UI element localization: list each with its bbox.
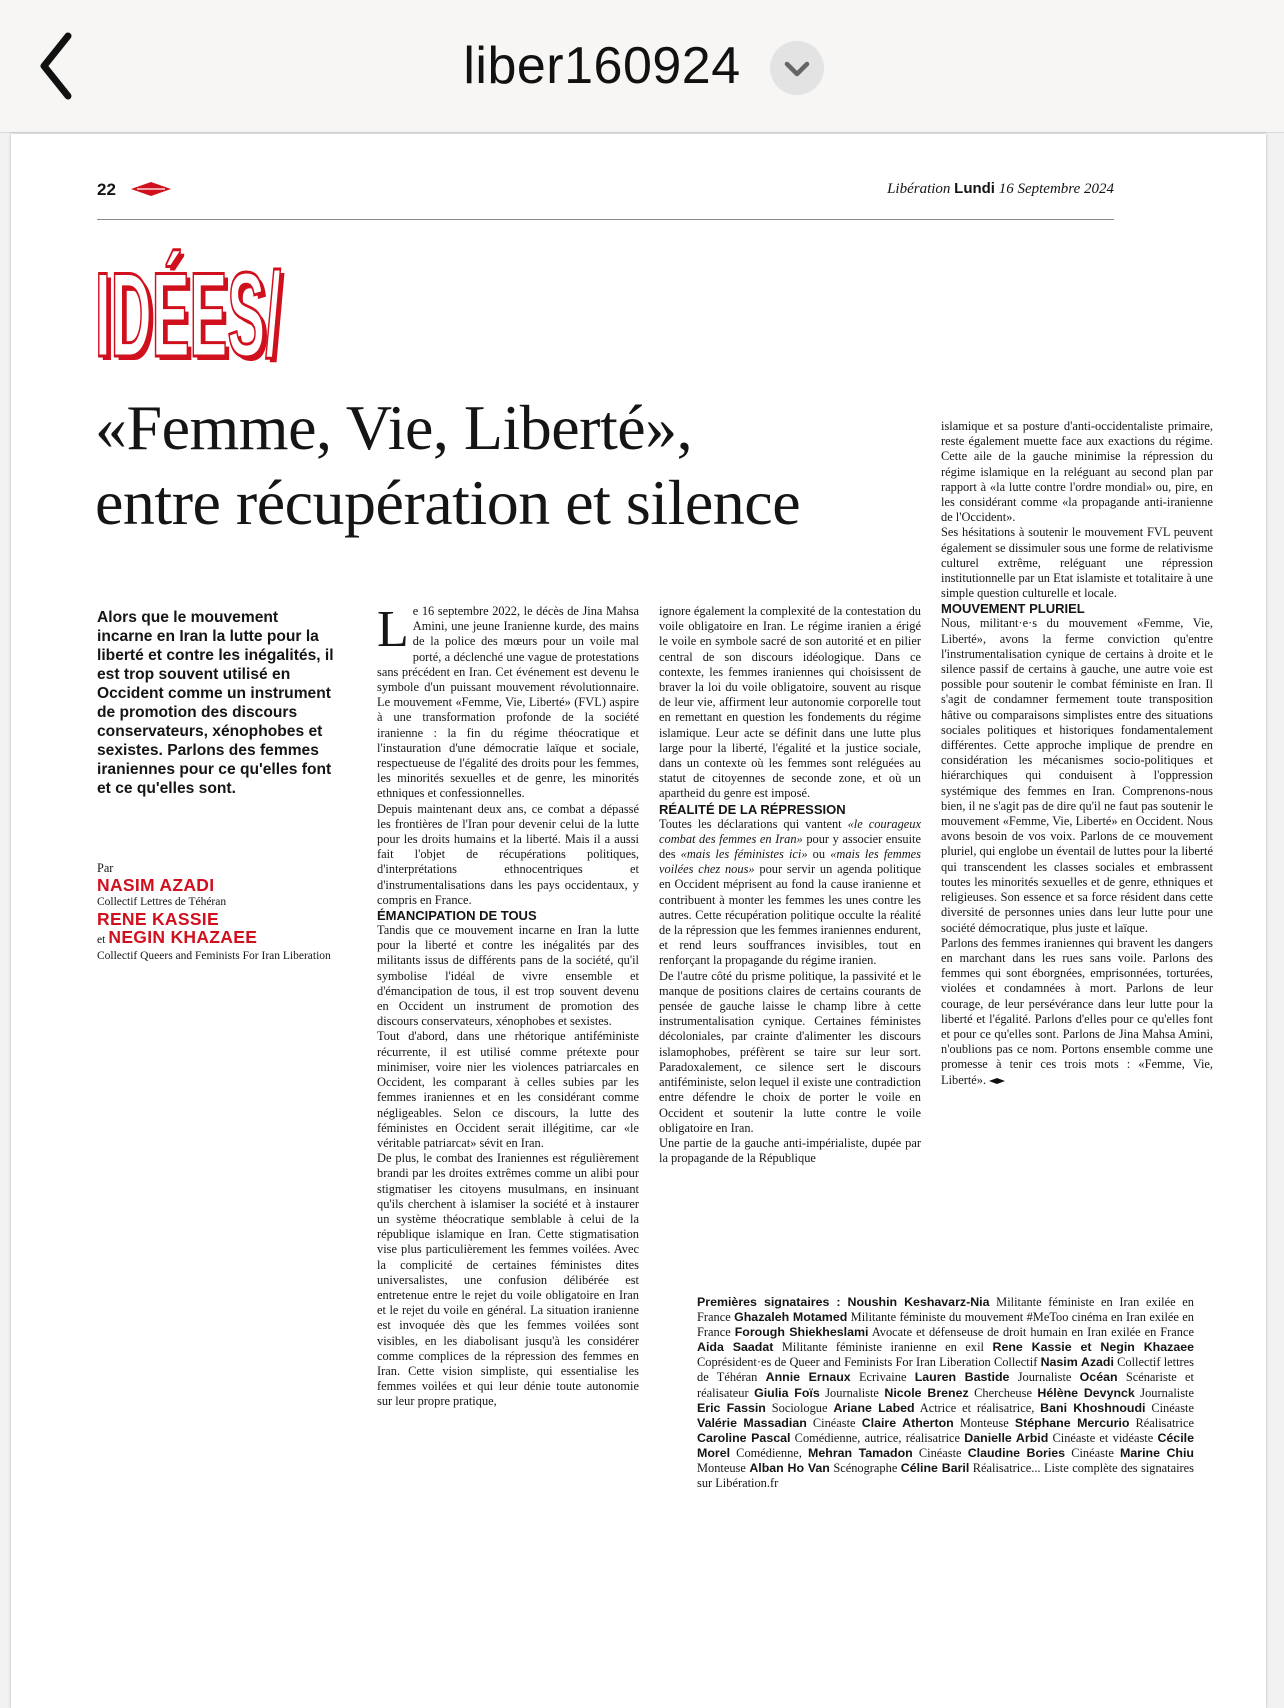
article-paragraph: De plus, le combat des Iraniennes est régulièrement brandi par les droites extrêmes comme un alibi pour stigmatiser les citoyens musulmans, en insinuant qu'ils cherchent à islamiser la société et à instaurer un système théocratique semblable à celui de la république islamique en Iran. Cette stigmatisation vise plus particulièrement les femmes voilées. Avec la complicité de certaines féministes dites universalistes, une confusion délibérée est entretenue entre le rejet du voile obligatoire en Iran et le rejet du voile en général. La situation iranienne est invoquée dès que les femmes voilées sont visibles, en les diabolisant jusqu'à les considérer comme complices de la répression des femmes en Iran. Cette vision simpliste, qui essentialise les femmes voilées et qui leur dénie toute autonomie sur leur propre pratique, bbox=[377, 1151, 639, 1409]
signatory-role: Journaliste bbox=[819, 1385, 885, 1400]
signatory-role: Ecrivaine bbox=[850, 1370, 915, 1385]
paragraph-text: Toutes les déclarations qui vantent bbox=[659, 816, 848, 831]
signatory-role: Cinéaste bbox=[1065, 1445, 1121, 1460]
article-paragraph: Depuis maintenant deux ans, ce combat a dépassé les frontières de l'Iran pour devenir celui de la lutte pour les droits humains et la liberté. Mais il a aussi fait l'objet de récupérations politiques, d'interprétations ethnocentriques et d'instrumentalisations dans les pays occidentaux, y compris en France. bbox=[377, 801, 639, 907]
signatory-role: Comédienne, autrice, réalisatrice bbox=[790, 1430, 965, 1445]
quote: «le courageux combat des femmes en Iran» bbox=[659, 816, 921, 846]
article-paragraph: Tandis que ce mouvement incarne en Iran la lutte pour la liberté et contre les inégalités par des militants issus de différents pans de la société, qu'il symbolise l'idéal de vivre ensemble et d'émancipation de tous, il est trop souvent devenu en Occident un instrument de promotion des discours conservateurs, xénophobes et sexistes. bbox=[377, 923, 639, 1029]
signatory-name: Giulia Foïs bbox=[754, 1385, 820, 1400]
article-column-1 bbox=[377, 601, 639, 1410]
article-paragraph: Ses hésitations à soutenir le mouvement FVL peuvent également se dissimuler sous une forme de relativisme culturel extrême, reléguant une répression institutionnelle par un Etat islamiste et totalitaire à une simple question culturelle et locale. bbox=[941, 525, 1213, 601]
signatory-name: Mehran Tamadon bbox=[808, 1445, 913, 1460]
subheading: ÉMANCIPATION DE TOUS bbox=[377, 908, 537, 924]
author-name: NASIM AZADI bbox=[97, 875, 215, 895]
paragraph-text: pour y associer ensuite des bbox=[659, 831, 921, 862]
signatory-role: Réalisatrice... bbox=[969, 1461, 1044, 1476]
chevron-down-icon bbox=[770, 41, 824, 95]
article-column-2 bbox=[659, 604, 921, 1166]
article-column-3 bbox=[941, 419, 1213, 1088]
signatory-name: Caroline Pascal bbox=[697, 1430, 791, 1445]
byline-et: et bbox=[97, 934, 106, 946]
drop-cap: L bbox=[377, 601, 409, 658]
signatory-role: Collectif lettres de Téhéran bbox=[697, 1355, 1195, 1385]
signatory-name: Céline Baril bbox=[900, 1461, 970, 1476]
paragraph-text: Parlons des femmes iraniennes qui bravent les dangers en marchant dans les rues sans voile. Parlons des femmes qui sont éborgnées, emprisonnées, torturées, violées et condamnées à mort. Parlons de leur courage, de leur persévérance dans leur lutte pour la liberté et l'égalité. Parlons d'elles pour ce qu'elles font et pour ce qu'elles sont. Parlons de Jina Mahsa Amini, n'oublions pas ce nom. Portons ensemble comme une promesse à tenir ces trois mots : «Femme, Vie, Liberté». bbox=[941, 935, 1213, 1087]
signatory-name: Danielle Arbid bbox=[964, 1430, 1049, 1445]
signatory-name: Forough Shiekheslami bbox=[734, 1325, 869, 1340]
subheading: MOUVEMENT PLURIEL bbox=[941, 601, 1085, 617]
subheading: RÉALITÉ DE LA RÉPRESSION bbox=[659, 801, 846, 817]
signatory-name: Eric Fassin bbox=[697, 1400, 766, 1415]
newspaper-page bbox=[11, 134, 1266, 1708]
headline-line-1: «Femme, Vie, Liberté», bbox=[95, 392, 693, 463]
signatory-role: Chercheuse bbox=[968, 1385, 1038, 1400]
signatory-role: Militante féministe en Iran exilée en France bbox=[697, 1295, 1194, 1325]
paragraph-text: e 16 septembre 2022, le décès de Jina Mahsa Amini, une jeune Iranienne kurde, des mains de la police des mœurs pour un voile mal porté, a déclenché une vague de protestations sans précédent en Iran. Cet événement est devenu le symbole d'un puissant mouvement révolutionnaire. Le mouvement «Femme, Vie, Liberté» (FVL) aspire à une transformation profonde de la société iranienne : la fin du régime théocratique et l'instauration d'une démocratie laïque et sociale, respectueuse de l'égalité des droits pour les femmes, les minorités sexuelles et de genre, les minorités ethniques et confessionnelles. bbox=[377, 604, 639, 801]
signatory-name: Stéphane Mercurio bbox=[1014, 1415, 1130, 1430]
signatory-name: Claire Atherton bbox=[861, 1415, 954, 1430]
article-paragraph bbox=[941, 936, 1213, 1088]
signatory-name: Lauren Bastide bbox=[914, 1370, 1010, 1385]
author-name: RENE KASSIE bbox=[97, 909, 219, 929]
signatory-role: Journaliste bbox=[1009, 1370, 1080, 1385]
article-paragraph: Nous, militant·e·s du mouvement «Femme, Vie, Liberté», avons la ferme conviction qu'entre l'instrumentalisation cynique de certains à droite et le silence passif de certains à gauche, une autre voie est possible pour soutenir le combat féministe en Iran. Il s'agit de condamner fermement toute transposition hâtive ou comparaisons simplistes entre des situations sociales politiques et historiques fondamentalement différentes. Cette approche implique de prendre en considération les mécanismes socio-politiques et hiérarchiques qui conduisent à l'oppression systémique des femmes en Iran. Comprenons-nous bien, il ne s'agit pas de dire qu'il ne faut pas soutenir le mouvement «Femme, Vie, Liberté» en Occident. Nous avons besoin de vos voix. Parlons de ce mouvement pluriel, qui englobe un éventail de luttes pour la liberté qui transcendent les classes sociales et embrassent toutes les minorités sexuelles et de genre, ethniques et religieuses. Son essence et sa force résident dans cette diversité de personnes unies dans leur lutte pour une société démocratique, plus juste et laïque. bbox=[941, 616, 1213, 935]
quote: «mais les femmes voilées chez nous» bbox=[659, 847, 921, 877]
page-number: 22 bbox=[97, 180, 116, 199]
signatory-role: Sociologue bbox=[765, 1400, 834, 1415]
publication-day: Lundi bbox=[954, 180, 995, 197]
publication-name: Libération bbox=[887, 181, 951, 197]
article-paragraph: ignore également la complexité de la contestation du voile obligatoire en Iran. Le régime iranien a érigé le voile en symbole sacré de son autorité et en pilier central de son discours idéologique. Dans ce contexte, les femmes iraniennes qui choisissent de braver la loi du voile obligatoire, souvent au risque de leur vie, affirment leur autonomie corporelle tout en remettant en question les fondements du régime islamique. Leur acte se définit dans une lutte plus large pour la liberté, l'égalité et la justice sociale, dans un contexte où les femmes sont reléguées au statut de citoyennes de seconde zone, et où un apartheid du genre est imposé. bbox=[659, 604, 921, 801]
title-menu-button[interactable] bbox=[770, 41, 824, 95]
section-logo-shadow: IDÉES/ bbox=[99, 252, 285, 370]
signatory-name: Nicole Brenez bbox=[884, 1385, 969, 1400]
author-organization: Collectif Lettres de Téhéran bbox=[97, 896, 227, 908]
article-headline bbox=[95, 390, 955, 541]
signatory-name: Cécile Morel bbox=[697, 1430, 1194, 1460]
section-logo bbox=[95, 246, 295, 370]
signatory-role: Avocate et défenseuse de droit humain en Iran exilée en France bbox=[868, 1325, 1195, 1340]
signatory-name: Claudine Bories bbox=[967, 1445, 1066, 1460]
article-standfirst: Alors que le mouvement incarne en Iran la lutte pour la liberté et contre les inégalités, il est trop souvent utilisé en Occident comme un instrument de promotion des discours conservateurs, xénophobes et sexistes. Parlons des femmes iraniennes pour ce qu'elles font et ce qu'elles sont. bbox=[97, 609, 334, 797]
headline-line-2: entre récupération et silence bbox=[95, 467, 801, 538]
signatory-name: Premières signataires : Noushin Keshavarz-Nia bbox=[697, 1295, 990, 1309]
article-paragraph: Une partie de la gauche anti-impérialiste, dupée par la propagande de la République bbox=[659, 1135, 921, 1166]
article-paragraph: Tout d'abord, dans une rhétorique antiféministe récurrente, il est utilisé comme prétexte pour minimiser, voire nier les violences patriarcales en Occident, les comparant à celles subies par les femmes iraniennes et en les considérant comme négligeables. Selon ce discours, la lutte des féministes en Occident serait illégitime, car «le véritable patriarcat» sévit en Iran. bbox=[377, 1029, 639, 1150]
signatory-name: Nasim Azadi bbox=[1040, 1355, 1114, 1370]
article-paragraph bbox=[377, 601, 639, 802]
signatory-role: Monteuse bbox=[697, 1461, 750, 1476]
signatories-list bbox=[697, 1295, 1194, 1491]
article-paragraph bbox=[659, 817, 921, 969]
signatory-role: Réalisatrice bbox=[1129, 1415, 1194, 1430]
signatory-name: Hélène Devynck bbox=[1037, 1385, 1135, 1400]
signatory-role: Scénariste et réalisateur bbox=[697, 1370, 1194, 1400]
signatory-name: Valérie Massadian bbox=[697, 1415, 807, 1430]
article-paragraph: islamique et sa posture d'anti-occidentaliste primaire, reste également muette face aux exactions du régime. Cette aile de la gauche minimise la répression du régime islamique en la reléguant au second plan par rapport à «la lutte contre l'ordre mondial» ou, pire, en les considérant comme «la propagande anti-iranienne de l'Occident». bbox=[941, 419, 1213, 525]
signatory-name: Ariane Labed bbox=[833, 1400, 915, 1415]
signatory-role: Militante féministe du mouvement #MeToo cinéma en Iran exilée en France bbox=[697, 1310, 1194, 1340]
publication-date: 16 Septembre 2024 bbox=[998, 181, 1114, 197]
signatory-name: Océan bbox=[1079, 1370, 1118, 1385]
signatory-role: Cinéaste et vidéaste bbox=[1048, 1430, 1158, 1445]
signatory-role: Scénographe bbox=[829, 1461, 901, 1476]
signatory-name: Bani Khoshnoudi bbox=[1040, 1400, 1146, 1415]
signatory-role: Cinéaste bbox=[912, 1445, 968, 1460]
author-organization: Collectif Queers and Feminists For Iran Liberation bbox=[97, 950, 331, 962]
signatory-role: Monteuse bbox=[953, 1415, 1015, 1430]
section-logo-text: IDÉES/ bbox=[95, 248, 281, 370]
paragraph-text: ou bbox=[807, 847, 831, 862]
signatory-role: Cinéaste bbox=[806, 1415, 862, 1430]
signatory-name: Aida Saadat bbox=[697, 1340, 774, 1355]
signatories-footer: Liste complète des signataires sur Libération.fr bbox=[697, 1461, 1194, 1491]
quote: «mais les féministes ici» bbox=[680, 847, 808, 862]
article-paragraph: De l'autre côté du prisme politique, la passivité et le manque de positions claires de certains courants de pensée de gauche laisse le champ libre à cette instrumentalisation cynique. Certaines féministes décoloniales, par crainte d'alimenter les discours islamophobes, préfèrent se taire sur leur sort. Paradoxalement, ce silence sert le discours antiféministe, selon lequel il existe une contradiction entre défendre le choix de porter le voile en Occident et soutenir la lutte contre le voile obligatoire en Iran. bbox=[659, 968, 921, 1135]
page-header-date bbox=[887, 180, 1114, 198]
signatory-role: Actrice et réalisatrice, bbox=[914, 1400, 1041, 1415]
header-divider bbox=[97, 219, 1114, 220]
byline bbox=[97, 860, 347, 964]
byline-par: Par bbox=[97, 861, 114, 875]
signatory-role: Coprésident·es de Queer and Feminists For Iran Liberation Collectif bbox=[697, 1355, 1041, 1370]
document-title: liber160924 bbox=[463, 37, 741, 95]
signatory-role: Journaliste bbox=[1134, 1385, 1194, 1400]
signatory-role: Militante féministe iranienne en exil bbox=[773, 1340, 993, 1355]
signatory-name: Marine Chiu bbox=[1120, 1445, 1194, 1460]
signatory-name: Alban Ho Van bbox=[749, 1461, 830, 1476]
app-top-bar bbox=[0, 0, 1284, 133]
signatory-name: Annie Ernaux bbox=[765, 1370, 851, 1385]
signatories-entries bbox=[697, 1295, 1194, 1475]
signatory-role: Cinéaste bbox=[1145, 1400, 1195, 1415]
signatory-name: Rene Kassie et Negin Khazaee bbox=[992, 1340, 1194, 1355]
end-diamond-icon bbox=[989, 1078, 1005, 1084]
liberation-diamond-icon bbox=[131, 182, 171, 196]
paragraph-text: pour servir un agenda politique en Occident méprisent au fond la cause iranienne et contribuent à monter les femmes les unes contre les autres. Cette récupération politique occulte la réalité de la répression que les femmes iraniennes endurent, et rend leurs souffrances invisibles, tout en renforçant la propagande du régime iranien. bbox=[659, 862, 921, 968]
signatory-role: Comédienne, bbox=[730, 1445, 809, 1460]
author-name: NEGIN KHAZAEE bbox=[108, 927, 258, 947]
signatory-name: Ghazaleh Motamed bbox=[734, 1310, 848, 1325]
